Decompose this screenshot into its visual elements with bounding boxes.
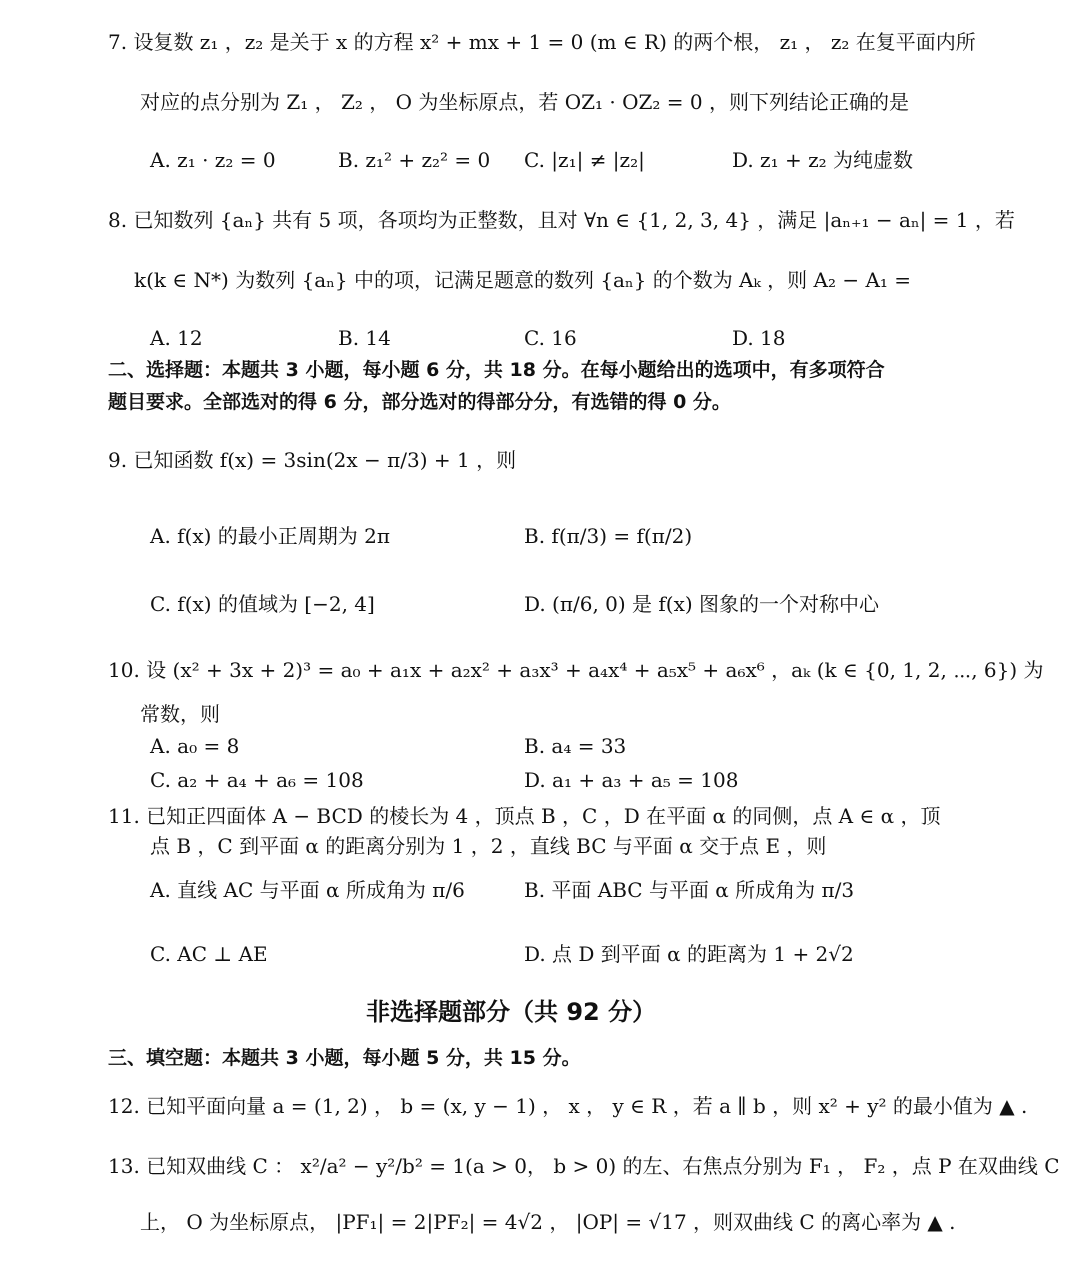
q8-option-b: B. 14 <box>338 326 391 350</box>
q9-option-b: B. f(π/3) = f(π/2) <box>524 524 693 548</box>
section2-line1: 二、选择题：本题共 3 小题，每小题 6 分，共 18 分。在每小题给出的选项中，有多项符合 <box>108 359 885 381</box>
q10-option-a: A. a₀ = 8 <box>150 734 240 758</box>
q7-option-d: D. z₁ + z₂ 为纯虚数 <box>732 148 913 172</box>
q11-option-b: B. 平面 ABC 与平面 α 所成角为 π/3 <box>524 878 855 902</box>
q8-option-d: D. 18 <box>732 326 786 350</box>
q9-option-a: A. f(x) 的最小正周期为 2π <box>150 524 391 548</box>
q11-line2: 点 B ，C 到平面 α 的距离分别为 1 ，2 ，直线 BC 与平面 α 交于点 E ，则 <box>150 834 827 858</box>
q9-option-c: C. f(x) 的值域为 [−2, 4] <box>150 592 375 616</box>
q11-line1: 11. 已知正四面体 A − BCD 的棱长为 4 ，顶点 B ，C ，D 在平面 α 的同侧，点 A ∈ α ，顶 <box>108 804 941 828</box>
q13-line2: 上， O 为坐标原点， |PF₁| = 2|PF₂| = 4√2 ， |OP| = √17 ，则双曲线 C 的离心率为 ▲ . <box>140 1210 956 1234</box>
q10-option-d: D. a₁ + a₃ + a₅ = 108 <box>524 768 739 792</box>
q10-line2: 常数，则 <box>140 702 220 726</box>
q13-line1: 13. 已知双曲线 C ： x²/a² − y²/b² = 1(a > 0， b > 0) 的左、右焦点分别为 F₁ ， F₂ ，点 P 在双曲线 C <box>108 1154 1060 1178</box>
q8-option-c: C. 16 <box>524 326 577 350</box>
part2-title: 非选择题部分（共 92 分） <box>366 998 657 1026</box>
q12-line: 12. 已知平面向量 a = (1, 2) ， b = (x, y − 1) ， x ， y ∈ R ，若 a ∥ b ，则 x² + y² 的最小值为 ▲ . <box>108 1094 1028 1118</box>
q8-line1: 8. 已知数列 {aₙ} 共有 5 项，各项均为正整数，且对 ∀n ∈ {1, 2, 3, 4} ，满足 |aₙ₊₁ − aₙ| = 1 ，若 <box>108 208 1015 232</box>
q10-line1: 10. 设 (x² + 3x + 2)³ = a₀ + a₁x + a₂x² + a₃x³ + a₄x⁴ + a₅x⁵ + a₆x⁶ ，aₖ (k ∈ {0, 1, 2, ⋯, 6}) 为 <box>108 658 1044 682</box>
q9-option-d: D. (π/6, 0) 是 f(x) 图象的一个对称中心 <box>524 592 880 616</box>
q7-option-b: B. z₁² + z₂² = 0 <box>338 148 491 172</box>
q7-line1: 7. 设复数 z₁ ，z₂ 是关于 x 的方程 x² + mx + 1 = 0 (m ∈ R) 的两个根， z₁ ， z₂ 在复平面内所 <box>108 30 976 54</box>
q8-option-a: A. 12 <box>150 326 203 350</box>
q7-option-c: C. |z₁| ≠ |z₂| <box>524 148 645 172</box>
q11-option-d: D. 点 D 到平面 α 的距离为 1 + 2√2 <box>524 942 854 966</box>
q9-stem: 9. 已知函数 f(x) = 3sin(2x − π/3) + 1 ，则 <box>108 448 517 472</box>
section2-line2: 题目要求。全部选对的得 6 分，部分选对的得部分分，有选错的得 0 分。 <box>108 391 731 413</box>
q7-option-a: A. z₁ · z₂ = 0 <box>150 148 276 172</box>
q8-line2: k(k ∈ N*) 为数列 {aₙ} 中的项，记满足题意的数列 {aₙ} 的个数为 Aₖ ，则 A₂ − A₁ = <box>134 268 912 292</box>
q10-option-c: C. a₂ + a₄ + a₆ = 108 <box>150 768 364 792</box>
q7-line2: 对应的点分别为 Z₁ ， Z₂ ， O 为坐标原点，若 OZ₁ · OZ₂ = 0 ，则下列结论正确的是 <box>140 90 909 114</box>
q11-option-a: A. 直线 AC 与平面 α 所成角为 π/6 <box>150 878 465 902</box>
section3-heading: 三、填空题：本题共 3 小题，每小题 5 分，共 15 分。 <box>108 1047 581 1069</box>
q10-option-b: B. a₄ = 33 <box>524 734 627 758</box>
q11-option-c: C. AC ⊥ AE <box>150 942 268 966</box>
